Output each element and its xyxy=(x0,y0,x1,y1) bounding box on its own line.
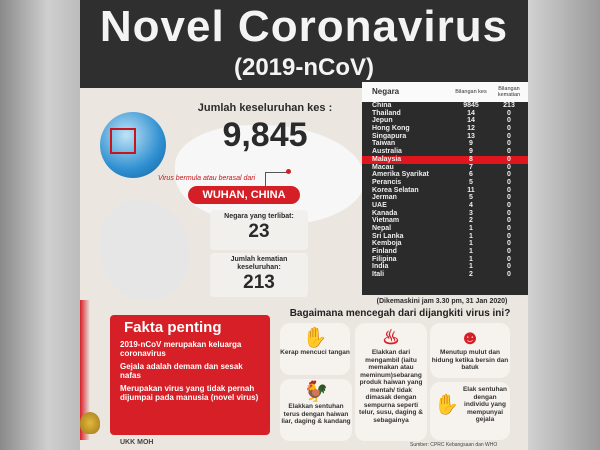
country-cell: Australia xyxy=(372,148,402,156)
table-row xyxy=(362,117,528,125)
cases-cell: 14 xyxy=(467,117,475,125)
cases-cell: 2 xyxy=(469,271,473,279)
moh-logo xyxy=(80,412,100,434)
country-cell: Singapura xyxy=(372,132,407,140)
cases-cell: 5 xyxy=(469,178,473,186)
prevention-text: Kerap mencuci tangan xyxy=(280,349,350,356)
prevention-card xyxy=(355,323,427,441)
table-row xyxy=(362,171,528,179)
country-cell: Filipina xyxy=(372,255,397,263)
table-row xyxy=(362,248,528,256)
country-cell: Kanada xyxy=(372,209,398,217)
deaths-cell: 213 xyxy=(503,102,515,109)
infographic xyxy=(80,0,528,450)
table-header xyxy=(362,82,528,102)
table-row xyxy=(362,179,528,187)
country-cell: Hong Kong xyxy=(372,125,410,133)
cases-cell: 1 xyxy=(469,240,473,248)
table-row xyxy=(362,263,528,271)
deaths-cell: 0 xyxy=(507,201,511,209)
deaths-box xyxy=(210,253,308,297)
countries-value: 23 xyxy=(248,221,270,242)
country-cell: Thailand xyxy=(372,109,401,117)
deaths-cell: 0 xyxy=(507,132,511,140)
fact-item: 2019-nCoV merupakan keluarga coronavirus xyxy=(120,340,242,358)
country-cell: Amerika Syarikat xyxy=(372,171,429,179)
countries-label: Negara yang terlibat: xyxy=(224,213,294,220)
cases-cell: 3 xyxy=(469,209,473,217)
country-cell: India xyxy=(372,263,389,271)
country-cell: China xyxy=(372,102,392,109)
total-cases-label: Jumlah keseluruhan kes : xyxy=(197,102,333,114)
cases-table xyxy=(362,82,528,295)
fact-item: Merupakan virus yang tidak pernah dijumpai pada manusia (novel virus) xyxy=(120,384,259,402)
deaths-cell: 0 xyxy=(507,263,511,271)
cases-cell: 2 xyxy=(469,217,473,225)
handwash-icon: ✋ xyxy=(302,327,328,349)
food-icon: ♨ xyxy=(382,327,400,349)
deaths-cell: 0 xyxy=(507,217,511,225)
prevention-text: Elakkan sentuhan terus dengan haiwan liar, daging & kandang xyxy=(281,403,351,425)
deaths-cell: 0 xyxy=(507,171,511,179)
cases-cell: 11 xyxy=(467,186,475,194)
origin-note: Virus bermula atau berasal dari xyxy=(158,175,256,182)
deaths-cell: 0 xyxy=(507,240,511,248)
country-cell: Malaysia xyxy=(372,155,402,163)
cough-icon: ☻ xyxy=(459,327,481,349)
country-cell: Macau xyxy=(372,163,394,171)
table-row xyxy=(362,225,528,233)
cases-cell: 8 xyxy=(469,155,473,163)
prevention-card xyxy=(280,379,352,441)
country-cell: Finland xyxy=(372,248,397,256)
deaths-cell: 0 xyxy=(507,140,511,148)
prevention-text: Menutup mulut dan hidung ketika bersin dan batuk xyxy=(431,349,509,371)
origin-badge: WUHAN, CHINA xyxy=(188,186,300,204)
table-row xyxy=(362,102,528,110)
table-row xyxy=(362,133,528,141)
country-cell: Kemboja xyxy=(372,240,402,248)
table-row xyxy=(362,233,528,241)
table-row xyxy=(362,125,528,133)
deaths-cell: 0 xyxy=(507,148,511,156)
cases-cell: 1 xyxy=(469,248,473,256)
cases-cell: 12 xyxy=(467,125,475,133)
handshake-icon: ✋ xyxy=(434,394,459,416)
country-cell: Vietnam xyxy=(372,217,400,225)
cases-cell: 1 xyxy=(469,263,473,271)
cases-cell: 9845 xyxy=(463,102,479,109)
table-row xyxy=(362,164,528,172)
country-cell: Korea Selatan xyxy=(372,186,419,194)
table-row xyxy=(362,148,528,156)
globe-highlight xyxy=(110,128,136,154)
countries-box xyxy=(210,210,308,250)
country-cell: Nepal xyxy=(372,225,392,232)
cases-cell: 1 xyxy=(469,225,473,232)
cases-cell: 13 xyxy=(467,132,475,140)
deaths-cell: 0 xyxy=(507,225,511,232)
org-label: UKK MOH xyxy=(120,439,154,446)
prevention-title: Bagaimana mencegah dari dijangkiti virus ini? xyxy=(289,308,511,319)
cases-cell: 7 xyxy=(469,163,473,171)
deaths-cell: 0 xyxy=(507,125,511,133)
col-country: Negara xyxy=(372,87,400,96)
cases-cell: 1 xyxy=(469,232,473,240)
table-row xyxy=(362,240,528,248)
deaths-cell: 0 xyxy=(507,248,511,256)
deaths-cell: 0 xyxy=(507,271,511,279)
deaths-cell: 0 xyxy=(507,186,511,194)
deaths-label: Jumlah kematian keseluruhan: xyxy=(230,256,288,271)
facts-title: Fakta penting xyxy=(124,319,222,336)
source-note: Sumber: CPRC Kebangsaan dan WHO xyxy=(410,442,498,448)
deaths-cell: 0 xyxy=(507,209,511,217)
country-cell: Jerman xyxy=(372,194,397,202)
title: Novel Coronavirus xyxy=(99,2,509,51)
cases-cell: 9 xyxy=(469,140,473,148)
facts-box xyxy=(110,315,270,435)
table-row xyxy=(362,187,528,195)
wuhan-marker xyxy=(286,169,291,174)
col-deaths: Bilangan kematian xyxy=(497,86,521,98)
table-body xyxy=(362,102,528,279)
cases-cell: 4 xyxy=(469,201,473,209)
country-cell: Sri Lanka xyxy=(372,232,404,240)
country-cell: Taiwan xyxy=(372,140,396,148)
deaths-cell: 0 xyxy=(507,232,511,240)
cases-cell: 1 xyxy=(469,255,473,263)
prevention-text: Elak sentuhan dengan individu yang mempunyai gejala xyxy=(462,386,508,423)
table-row xyxy=(362,256,528,264)
updated-note: (Dikemaskini jam 3.30 pm, 31 Jan 2020) xyxy=(376,298,508,305)
deaths-cell: 0 xyxy=(507,117,511,125)
col-cases: Bilangan kes xyxy=(455,89,487,95)
country-cell: Perancis xyxy=(372,178,402,186)
table-row xyxy=(362,271,528,279)
cases-cell: 14 xyxy=(467,109,475,117)
map-india xyxy=(100,200,190,300)
table-row xyxy=(362,156,528,164)
table-row xyxy=(362,210,528,218)
table-row xyxy=(362,202,528,210)
deaths-cell: 0 xyxy=(507,178,511,186)
deaths-cell: 0 xyxy=(507,109,511,117)
deaths-cell: 0 xyxy=(507,194,511,202)
deaths-value: 213 xyxy=(243,272,275,293)
cases-cell: 5 xyxy=(469,194,473,202)
deaths-cell: 0 xyxy=(507,163,511,171)
country-cell: Jepun xyxy=(372,117,393,125)
table-row xyxy=(362,110,528,118)
table-row xyxy=(362,194,528,202)
prevention-text: Elakkan dari mengambil (iaitu memakan atau meminum)sebarang produk haiwan yang mentah/ tidak dimasak dengan sempurna seperti telur, susu, daging & sebagainya xyxy=(359,349,423,424)
subtitle: (2019-nCoV) xyxy=(233,54,375,81)
fact-item: Gejala adalah demam dan sesak nafas xyxy=(120,362,243,380)
country-cell: Itali xyxy=(372,271,385,279)
cases-cell: 9 xyxy=(469,148,473,156)
pointer-line xyxy=(265,172,289,186)
country-cell: UAE xyxy=(372,201,387,209)
prevention-card xyxy=(430,382,510,440)
prevention-card xyxy=(430,323,510,378)
total-cases-value: 9,845 xyxy=(222,116,308,154)
cases-cell: 6 xyxy=(469,171,473,179)
animal-icon: 🐓 xyxy=(303,381,329,403)
deaths-cell: 0 xyxy=(507,255,511,263)
table-row xyxy=(362,217,528,225)
prevention-card xyxy=(280,323,350,375)
deaths-cell: 0 xyxy=(507,155,511,163)
header xyxy=(80,0,528,88)
table-row xyxy=(362,140,528,148)
